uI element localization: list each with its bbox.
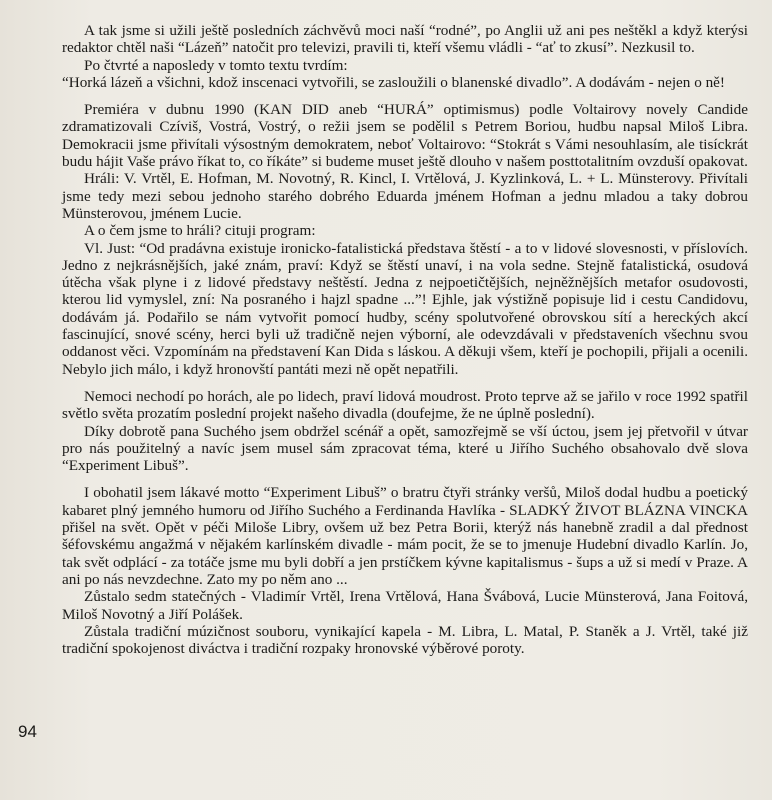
quote-horka-lazen: “Horká lázeň a všichni, kdož inscenaci vytvořili, se zasloužili o blanenské divadlo”. A dodávám - nejen o ně! [62,73,725,91]
paragraph-dobrota: Díky dobrotě pana Suchého jsem obdržel scénář a opět, samozřejmě se vší úctou, jsem jej přetvořil v útvar pro nás použitelný a navíc jsem musel sám zpracovat téma, které u Jiřího Suchého obsahovalo dvě slova “Experiment Libuš”. [62,422,748,475]
body-text [62,22,748,657]
paragraph-o-cem: A o čem jsme to hráli? cituji program: [84,222,316,240]
paragraph-hrali: Hráli: V. Vrtěl, E. Hofman, M. Novotný, R. Kincl, I. Vrtělová, J. Kyzlinková, L. + L. Münsterovy. Přivítali jsme tedy mezi sebou jednoho starého dobrého Eduarda jménem Hofman a jednu mladou a taky dobrou Münsterovou, jménem Lucie. [62,170,748,222]
quote-vl-just: Vl. Just: “Od pradávna existuje ironicko-fatalistická představa štěstí - a to v lidové slovesnosti, v příslovích. Jedno z nejkrásnějších, jaké znám, praví: Když se štěstí unaví, i na vola sedne. Stejně fatalistická, osudová útěcha však plyne i z lidové představy neštěstí. Jedna z nejpoetičtějších, nejněžnějších metafor osudovosti, kterou lid vymyslel, zní: Na posraného i hajzl spadne ...”! Ejhle, jak výstižně popisuje lid i cestu Candidovu, dodávám já. Podařilo se nám vytvořit pomocí hudby, scény spolutvořené obrovskou sítí a hereckých akcí fascinující, snové scény, herci byli už tradičně nejen výborní, ale odevzdávali v představeních všechnu svou oddanost věci. Vzpomínám na představení Kan Dida s láskou. A děkuji všem, kteří je pochopili, přijali a ocenili. Nebylo jich málo, i když hronovští pantáti mezi ně opět nepatřili. [62,239,748,378]
paragraph-obohatil: I obohatil jsem lákavé motto “Experiment Libuš” o bratru čtyři stránky veršů, Miloš dodal hudbu a poetický kabaret plný jemného humoru od Jiřího Suchého a Ferdinanda Havlíka - SLADKÝ ŽIVOT BLÁZNA VINCKA přišel na svět. Opět v péči Miloše Libry, ovšem už bez Petra Borii, kterýž nás hanebně zradil a dal přednost šéfovskému angažmá v nějakém karlínském divadle - mám pocit, že se to jmenuje Hudební divadlo Karlín. Jo, tak svět odplácí - za totáče jsme mu byli dobří a jen prstíčkem kývne kapitalismus - šups a už si medí v Praze. A ani po nás nevzdechne. Zato my po něm ano ... [62,484,748,588]
page-number: 94 [18,722,37,741]
paragraph-rodne: A tak jsme si užili ještě posledních záchvěvů moci naší “rodné”, po Anglii už ani pes neštěkl a když kterýsi redaktor chtěl naši “Lázeň” natočit pro televizi, pravili ti, kteří všemu vládli - “ať to zkusí”. Nezkusil to. [62,22,748,57]
paragraph-zustala: Zůstala tradiční múzičnost souboru, vynikající kapela - M. Libra, L. Matal, P. Staněk a J. Vrtěl, také již tradiční spokojenost diváctva i tradiční rozpaky hronovské výběrové poroty. [62,622,748,658]
paragraph-po-ctvrte: Po čtvrté a naposledy v tomto textu tvrdím: [84,56,348,74]
paragraph-premiera: Premiéra v dubnu 1990 (KAN DID aneb “HURÁ” optimismus) podle Voltairovy novely Candide zdramatizovali Czíviš, Vostrá, Vostrý, o režii jsem se podělil s Petrem Boriou, hudbu napsal Miloš Libra. Demokracii jsme přivítali výsostným demokratem, neboť Voltairovo: “Stokrát s Vámi nesouhlasím, ale tisíckrát budu hájit Vaše právo říkat to, co říkáte” si budeme muset ještě dlouho v našem posttotalitním ovzduší opakovat. [62,101,748,171]
paragraph-nemoci: Nemoci nechodí po horách, ale po lidech, praví lidová moudrost. Proto teprve až se jařilo v roce 1992 spatřil světlo světa prozatím poslední projekt našeho divadla (doufejme, že ne úplně poslední). [62,387,748,423]
paragraph-zustalo: Zůstalo sedm statečných - Vladimír Vrtěl, Irena Vrtělová, Hana Švábová, Lucie Münsterová, Jana Foitová, Miloš Novotný a Jiří Polášek. [62,588,748,623]
